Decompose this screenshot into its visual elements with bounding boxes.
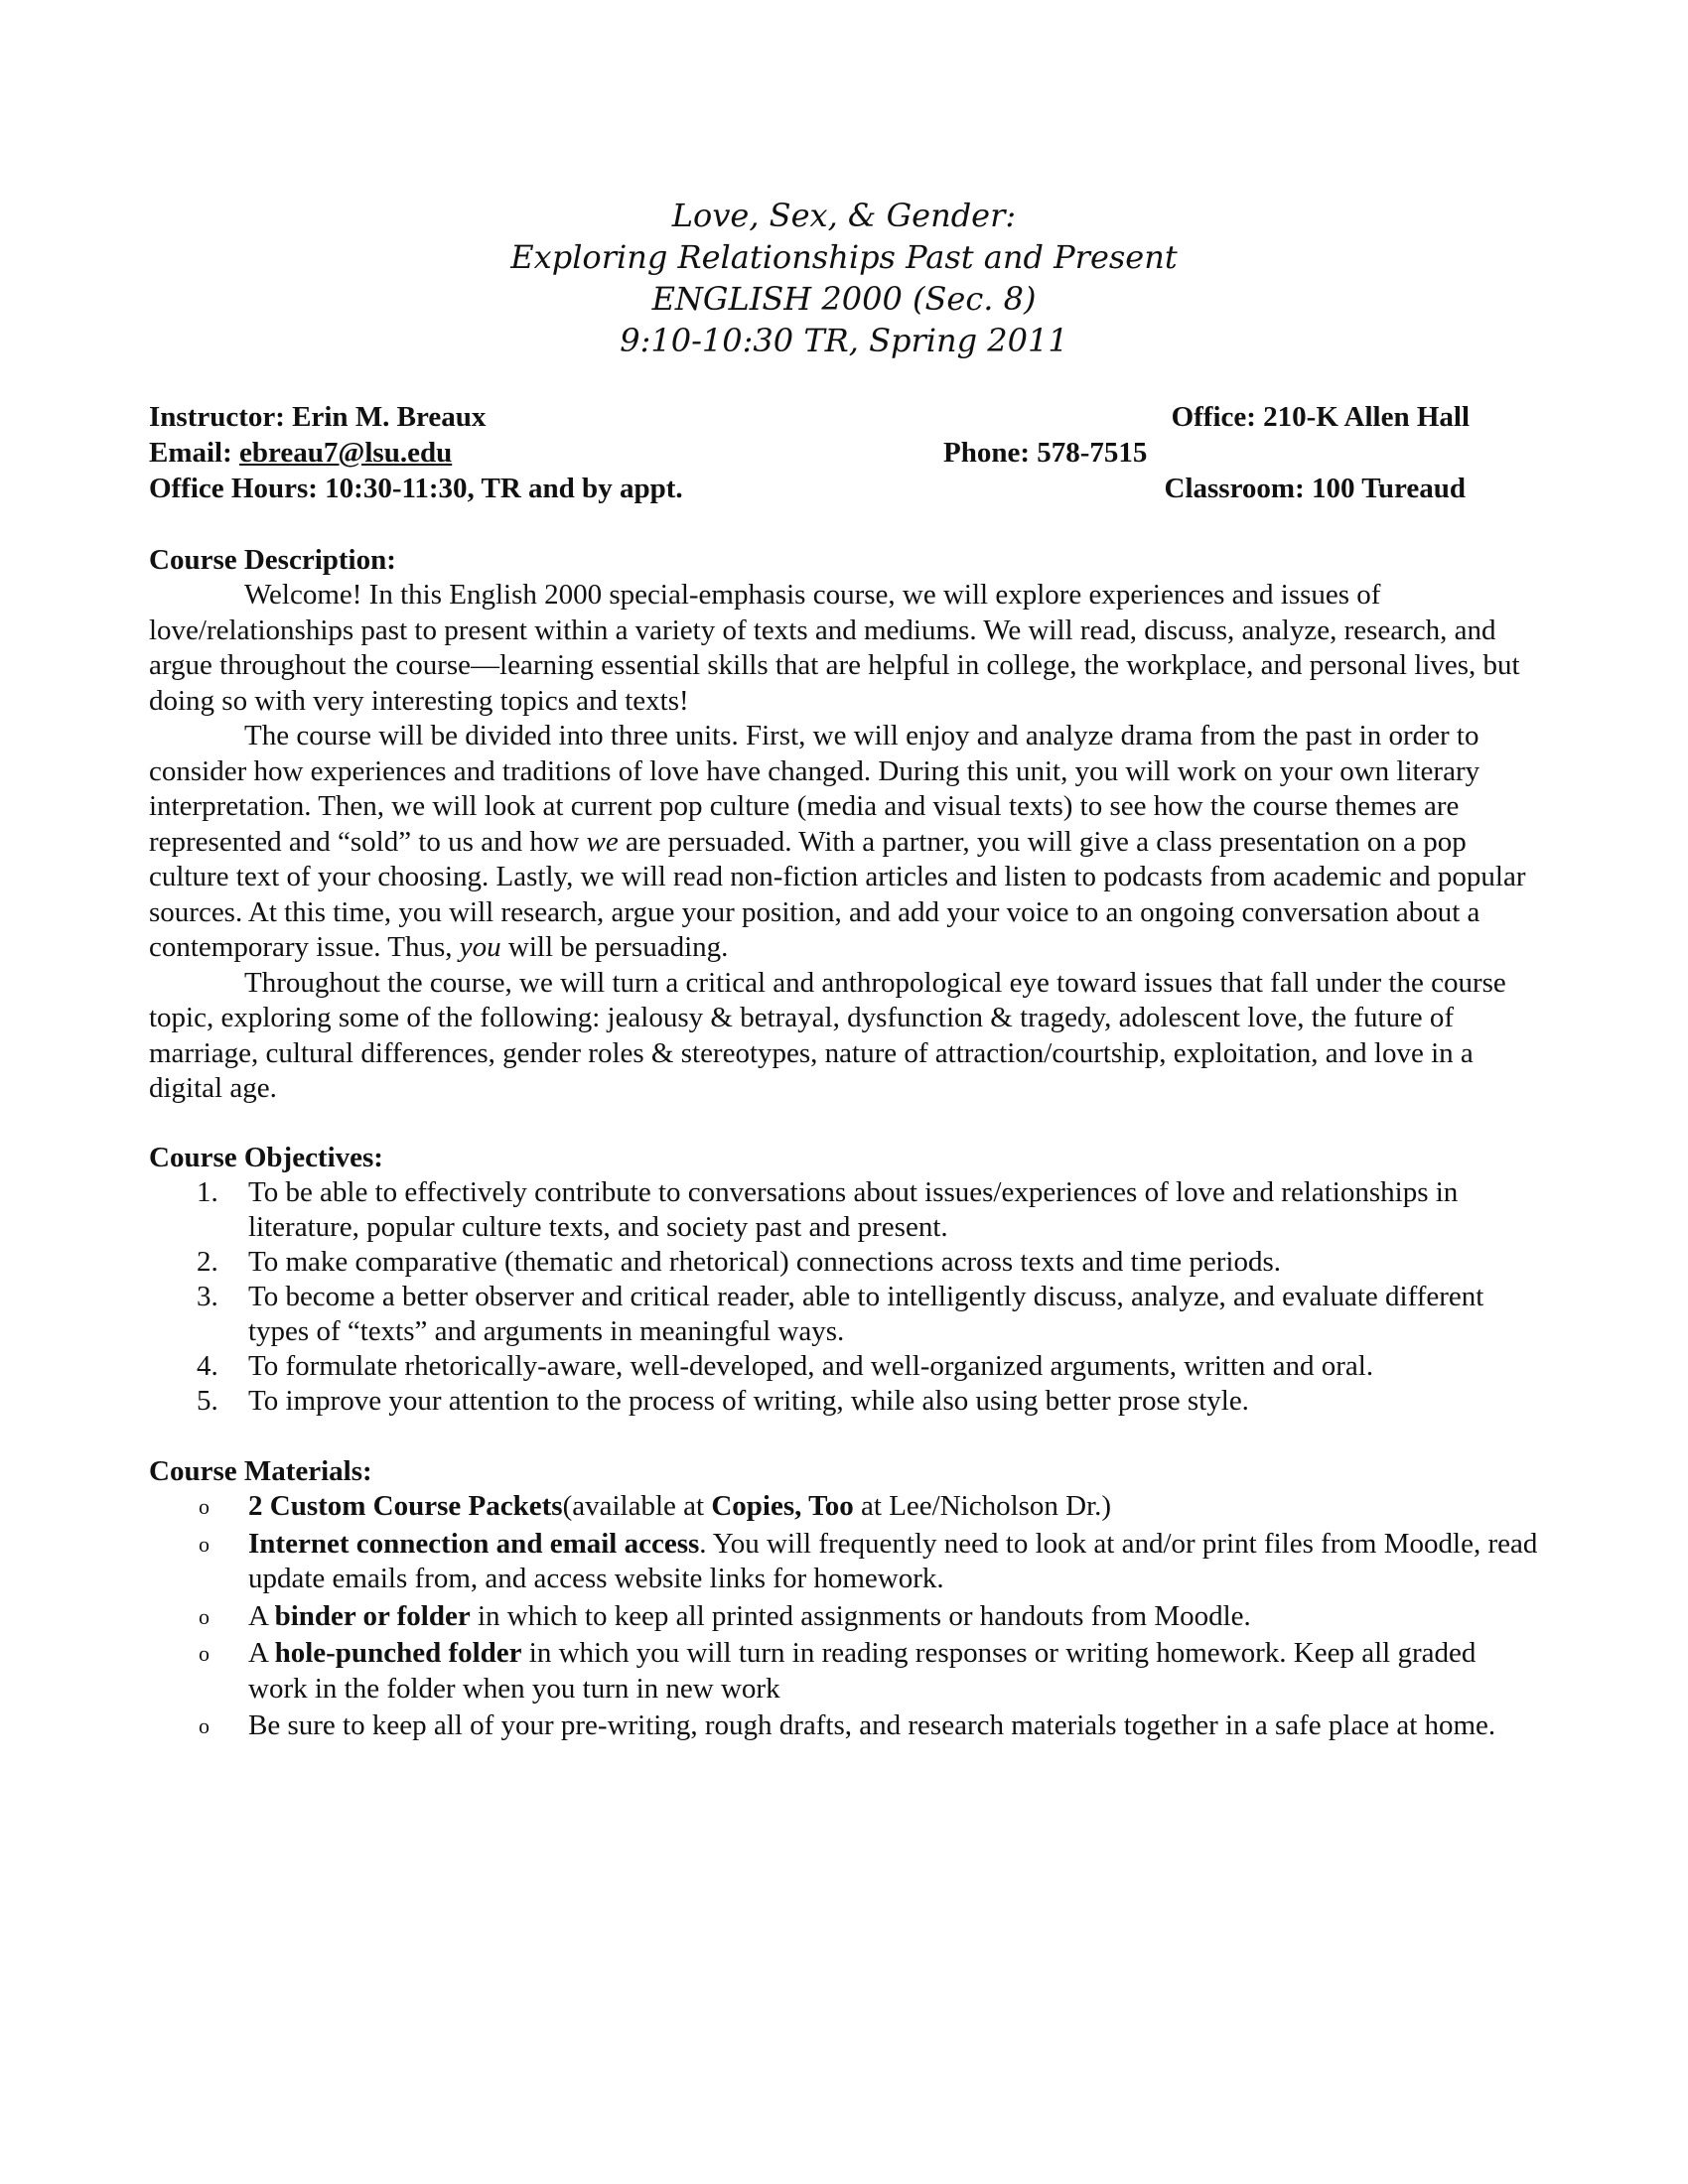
- email-link[interactable]: ebreau7@lsu.edu: [239, 437, 453, 469]
- item-text: . You will frequently need to look at and/or print files from Moodle, read update emails from, and access website links for homework.: [248, 1527, 1538, 1594]
- course-subtitle: Exploring Relationships Past and Present: [510, 238, 1178, 276]
- emphasis-text: we: [586, 825, 619, 858]
- list-item: [149, 1599, 1539, 1635]
- item-text: at Lee/Nicholson Dr.): [853, 1490, 1112, 1522]
- bold-text: Internet connection and email access: [248, 1527, 700, 1560]
- list-item: [149, 1636, 1539, 1706]
- bold-text: Copies, Too: [711, 1490, 854, 1522]
- list-item: [149, 1245, 1539, 1280]
- bullet-icon: o: [199, 1603, 210, 1629]
- list-item: [149, 1384, 1539, 1419]
- course-number: ENGLISH 2000 (Sec. 8): [651, 280, 1037, 318]
- description-paragraph: Throughout the course, we will turn a critical and anthropological eye toward issues that fall under the course topic, exploring some of the following: jealousy & betrayal, dysfunction & tragedy, adolescent love, the future of marriage, cultural differences, gender roles & stereotypes, nature of attraction/courtship, exploitation, and love in a digital age.: [149, 966, 1506, 1104]
- description-paragraph: Welcome! In this English 2000 special-emphasis course, we will explore experiences and issues of love/relationships past to present within a variety of texts and mediums. We will read, discuss, analyze, research, and argue throughout the course—learning essential skills that are helpful in college, the workplace, and personal lives, but doing so with very interesting topics and texts!: [149, 579, 1520, 717]
- item-text: A: [248, 1637, 275, 1669]
- list-item: [149, 1708, 1539, 1744]
- course-schedule: 9:10-10:30 TR, Spring 2011: [620, 322, 1068, 359]
- instructor-name: Instructor: Erin M. Breaux: [149, 401, 487, 433]
- item-number: 4.: [197, 1350, 218, 1382]
- item-number: 5.: [197, 1385, 218, 1417]
- item-text: A: [248, 1599, 275, 1632]
- office-location: Office: 210-K Allen Hall: [1171, 401, 1470, 433]
- paragraph-text: The course will be divided into three units. First, we will enjoy and analyze drama from the past in order to consider how experiences and traditions of love have changed. During this unit, you will work on your own literary interpretation. Then, we will look at current pop culture (media and visual texts) to see how the course themes are represented and “sold” to us and how: [149, 720, 1480, 858]
- bold-text: binder or folder: [274, 1599, 471, 1632]
- course-materials-section: [149, 1453, 1539, 1746]
- item-text: in which you will turn in reading responses or writing homework. Keep all graded work in the folder when you turn in new work: [248, 1637, 1477, 1705]
- course-objectives-section: [149, 1140, 1539, 1419]
- classroom: Classroom: 100 Tureaud: [1164, 473, 1466, 504]
- section-heading: Course Description:: [149, 544, 396, 576]
- objectives-list: [149, 1175, 1539, 1419]
- course-description-section: [149, 542, 1539, 1107]
- list-item: [149, 1175, 1539, 1245]
- bullet-icon: o: [199, 1531, 210, 1557]
- list-item: [149, 1349, 1539, 1384]
- item-number: 2.: [197, 1246, 218, 1278]
- instructor-email: [149, 435, 452, 471]
- item-text: To make comparative (thematic and rhetorical) connections across texts and time periods.: [248, 1246, 1281, 1278]
- item-text: To improve your attention to the process of writing, while also using better prose style.: [248, 1385, 1249, 1417]
- bold-text: 2 Custom Course Packets: [248, 1490, 563, 1522]
- item-number: 1.: [197, 1176, 218, 1208]
- instructor-phone: Phone: 578-7515: [943, 437, 1148, 469]
- list-item: [149, 1527, 1539, 1597]
- section-heading: Course Materials:: [149, 1455, 372, 1487]
- item-text: To become a better observer and critical reader, able to intelligently discuss, analyze, and evaluate different types of “texts” and arguments in meaningful ways.: [248, 1281, 1484, 1347]
- instructor-info: [149, 399, 1470, 506]
- item-text: Be sure to keep all of your pre-writing, rough drafts, and research materials together in a safe place at home.: [248, 1709, 1496, 1741]
- course-title: Love, Sex, & Gender:: [671, 197, 1017, 234]
- materials-list: [149, 1489, 1539, 1744]
- bold-text: hole-punched folder: [274, 1637, 522, 1669]
- course-title-block: [0, 195, 1688, 361]
- bullet-icon: o: [199, 1641, 210, 1666]
- item-text: (available at: [562, 1490, 712, 1522]
- item-text: To be able to effectively contribute to conversations about issues/experiences of love and relationships in literature, popular culture texts, and society past and present.: [248, 1176, 1459, 1243]
- bullet-icon: o: [199, 1494, 210, 1519]
- item-text: To formulate rhetorically-aware, well-developed, and well-organized arguments, written and oral.: [248, 1350, 1374, 1382]
- office-hours: Office Hours: 10:30-11:30, TR and by appt.: [149, 473, 683, 504]
- list-item: [149, 1280, 1539, 1349]
- emphasis-text: you: [459, 931, 501, 963]
- description-paragraph: [149, 719, 1539, 966]
- paragraph-text: are persuaded. With a partner, you will give a class presentation on a pop culture text of your choosing. Lastly, we will read non-fiction articles and listen to podcasts from academic and popular sources. At this time, you will research, argue your position, and add your voice to an ongoing conversation about a contemporary issue. Thus,: [149, 825, 1526, 963]
- paragraph-text: will be persuading.: [500, 931, 729, 963]
- section-heading: Course Objectives:: [149, 1142, 383, 1173]
- bullet-icon: o: [199, 1713, 210, 1738]
- list-item: [149, 1489, 1539, 1525]
- item-text: in which to keep all printed assignments or handouts from Moodle.: [470, 1599, 1251, 1632]
- email-label: Email:: [149, 437, 240, 469]
- item-number: 3.: [197, 1281, 218, 1312]
